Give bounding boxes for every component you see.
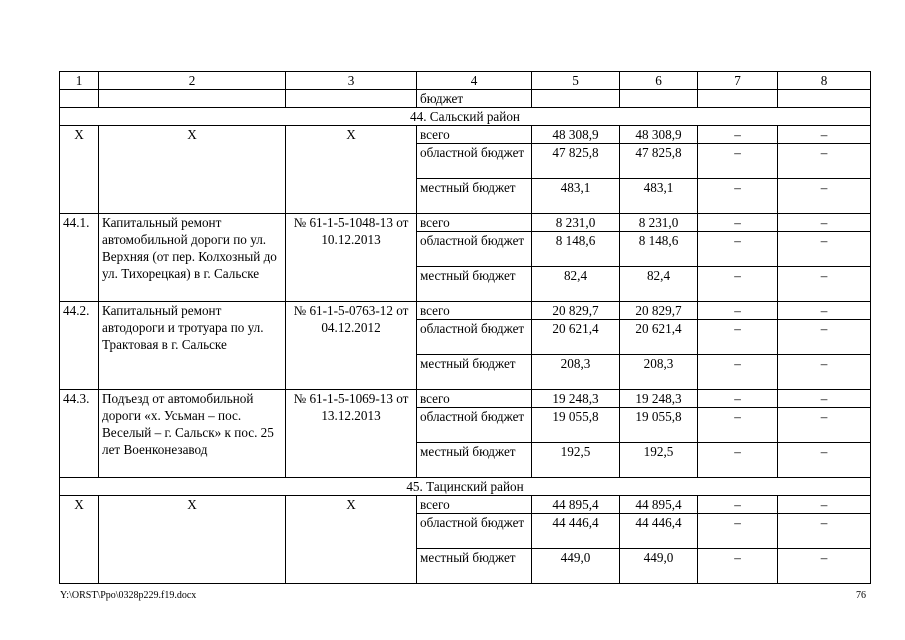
section-title-row [60, 478, 871, 496]
section-title: 44. Сальский район [60, 108, 871, 126]
value-col-6: 48 308,9 [620, 126, 698, 144]
table-row [60, 126, 871, 144]
funding-source: областной бюджет [417, 514, 532, 549]
value-col-6: 44 895,4 [620, 496, 698, 514]
item-document: № 61-1-5-1048-13 от 10.12.2013 [286, 214, 417, 302]
funding-source: всего [417, 390, 532, 408]
value-col-5: 44 446,4 [532, 514, 620, 549]
value-col-8: – [778, 549, 871, 584]
table-cell [620, 90, 698, 108]
continuation-row [60, 90, 871, 108]
value-col-5: 8 231,0 [532, 214, 620, 232]
column-header: 7 [698, 72, 778, 90]
value-col-5: 48 308,9 [532, 126, 620, 144]
value-col-7: – [698, 408, 778, 443]
value-col-8: – [778, 443, 871, 478]
header-row [60, 72, 871, 90]
value-col-5: 8 148,6 [532, 232, 620, 267]
item-name: Х [99, 496, 286, 584]
item-number: Х [60, 126, 99, 214]
value-col-7: – [698, 267, 778, 302]
table-row [60, 302, 871, 320]
item-document: № 61-1-5-1069-13 от 13.12.2013 [286, 390, 417, 478]
value-col-5: 20 829,7 [532, 302, 620, 320]
value-col-7: – [698, 144, 778, 179]
value-col-7: – [698, 549, 778, 584]
funding-source: областной бюджет [417, 232, 532, 267]
value-col-7: – [698, 214, 778, 232]
value-col-6: 47 825,8 [620, 144, 698, 179]
value-col-7: – [698, 126, 778, 144]
value-col-5: 19 248,3 [532, 390, 620, 408]
value-col-7: – [698, 496, 778, 514]
table-cell [698, 90, 778, 108]
funding-source: всего [417, 496, 532, 514]
section-title-row [60, 108, 871, 126]
value-col-8: – [778, 267, 871, 302]
funding-source: местный бюджет [417, 549, 532, 584]
value-col-6: 8 231,0 [620, 214, 698, 232]
value-col-8: – [778, 126, 871, 144]
value-col-6: 208,3 [620, 355, 698, 390]
value-col-8: – [778, 214, 871, 232]
value-col-8: – [778, 514, 871, 549]
table-cell [99, 90, 286, 108]
funding-source: местный бюджет [417, 355, 532, 390]
item-name: Капитальный ремонт автомобильной дороги по ул. Верхняя (от пер. Колхозный до ул. Тихорецкая) в г. Сальске [99, 214, 286, 302]
funding-source: областной бюджет [417, 144, 532, 179]
value-col-8: – [778, 232, 871, 267]
table-cell: бюджет [417, 90, 532, 108]
file-path: Y:\ORST\Ppo\0328p229.f19.docx [60, 590, 197, 601]
item-number: 44.3. [60, 390, 99, 478]
table-cell [60, 90, 99, 108]
page-number: 76 [856, 590, 866, 601]
table-row [60, 390, 871, 408]
table-cell [532, 90, 620, 108]
value-col-6: 82,4 [620, 267, 698, 302]
value-col-6: 20 829,7 [620, 302, 698, 320]
item-name: Подъезд от автомобильной дороги «х. Усьман – пос. Веселый – г. Сальск» к пос. 25 лет Военконезавод [99, 390, 286, 478]
value-col-6: 8 148,6 [620, 232, 698, 267]
value-col-5: 208,3 [532, 355, 620, 390]
funding-source: местный бюджет [417, 267, 532, 302]
section-title: 45. Тацинский район [60, 478, 871, 496]
value-col-7: – [698, 232, 778, 267]
item-number: 44.2. [60, 302, 99, 390]
item-document: Х [286, 496, 417, 584]
value-col-7: – [698, 320, 778, 355]
value-col-8: – [778, 179, 871, 214]
item-name: Х [99, 126, 286, 214]
column-header: 8 [778, 72, 871, 90]
value-col-5: 19 055,8 [532, 408, 620, 443]
value-col-8: – [778, 496, 871, 514]
column-header: 1 [60, 72, 99, 90]
value-col-6: 20 621,4 [620, 320, 698, 355]
table-row [60, 496, 871, 514]
value-col-8: – [778, 144, 871, 179]
item-number: Х [60, 496, 99, 584]
funding-source: областной бюджет [417, 320, 532, 355]
budget-table [59, 71, 871, 584]
column-header: 3 [286, 72, 417, 90]
column-header: 2 [99, 72, 286, 90]
value-col-7: – [698, 514, 778, 549]
value-col-8: – [778, 302, 871, 320]
funding-source: областной бюджет [417, 408, 532, 443]
table-row [60, 214, 871, 232]
column-header: 5 [532, 72, 620, 90]
value-col-5: 20 621,4 [532, 320, 620, 355]
value-col-5: 82,4 [532, 267, 620, 302]
value-col-7: – [698, 355, 778, 390]
value-col-8: – [778, 408, 871, 443]
item-document: № 61-1-5-0763-12 от 04.12.2012 [286, 302, 417, 390]
funding-source: местный бюджет [417, 179, 532, 214]
value-col-7: – [698, 443, 778, 478]
value-col-6: 44 446,4 [620, 514, 698, 549]
funding-source: всего [417, 214, 532, 232]
value-col-6: 483,1 [620, 179, 698, 214]
funding-source: местный бюджет [417, 443, 532, 478]
value-col-7: – [698, 302, 778, 320]
item-name: Капитальный ремонт автодороги и тротуара по ул. Трактовая в г. Сальске [99, 302, 286, 390]
value-col-6: 449,0 [620, 549, 698, 584]
value-col-8: – [778, 390, 871, 408]
value-col-5: 192,5 [532, 443, 620, 478]
value-col-5: 47 825,8 [532, 144, 620, 179]
value-col-5: 483,1 [532, 179, 620, 214]
value-col-6: 192,5 [620, 443, 698, 478]
value-col-7: – [698, 179, 778, 214]
column-header: 4 [417, 72, 532, 90]
column-header: 6 [620, 72, 698, 90]
value-col-5: 44 895,4 [532, 496, 620, 514]
value-col-5: 449,0 [532, 549, 620, 584]
funding-source: всего [417, 302, 532, 320]
item-document: Х [286, 126, 417, 214]
table-cell [778, 90, 871, 108]
value-col-6: 19 055,8 [620, 408, 698, 443]
value-col-7: – [698, 390, 778, 408]
funding-source: всего [417, 126, 532, 144]
value-col-6: 19 248,3 [620, 390, 698, 408]
value-col-8: – [778, 355, 871, 390]
value-col-8: – [778, 320, 871, 355]
table-cell [286, 90, 417, 108]
item-number: 44.1. [60, 214, 99, 302]
